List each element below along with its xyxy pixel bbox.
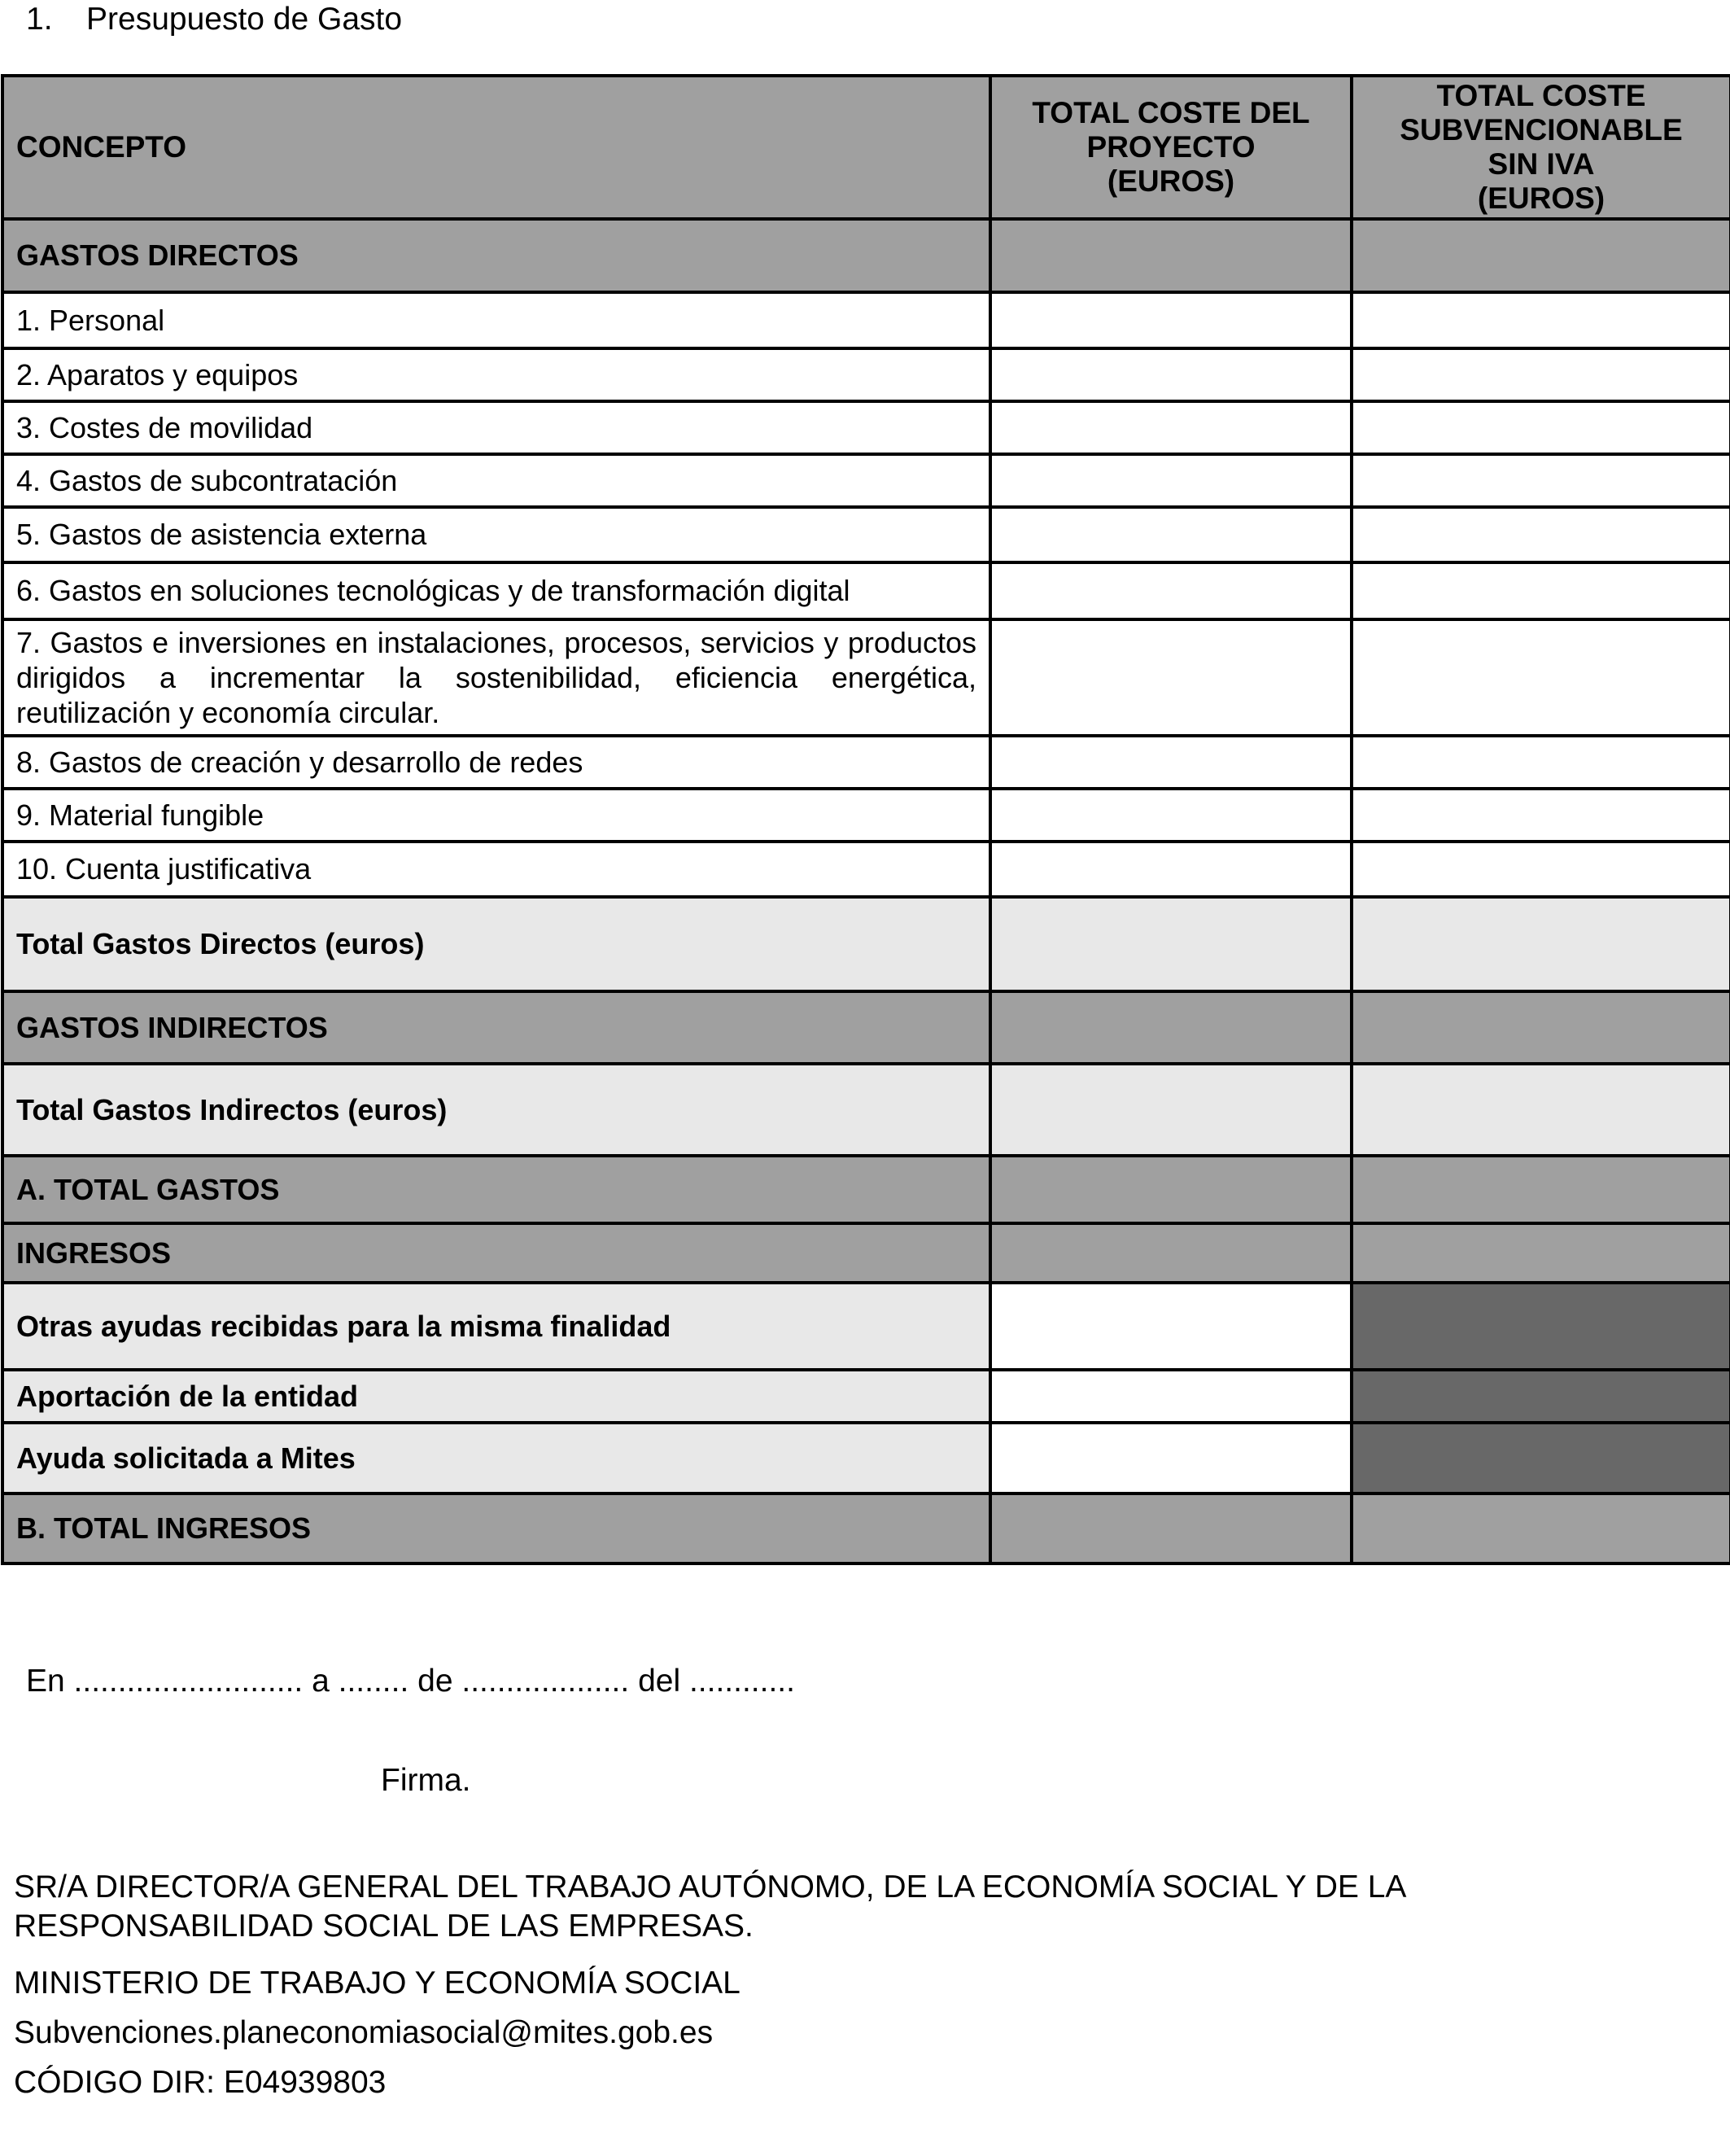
label-otras-ayudas: Otras ayudas recibidas para la misma finalidad — [2, 1283, 990, 1370]
cell-subvencionable[interactable] — [1352, 348, 1730, 401]
row-aportacion — [2, 1370, 1730, 1423]
item-label: 4. Gastos de subcontratación — [2, 454, 990, 507]
table-row — [2, 562, 1730, 619]
label-total-indirectos: Total Gastos Indirectos (euros) — [2, 1064, 990, 1156]
label-ayuda-solicitada: Ayuda solicitada a Mites — [2, 1423, 990, 1493]
section-heading — [26, 2, 402, 37]
cell-total-coste[interactable] — [990, 507, 1352, 562]
budget-table — [1, 74, 1730, 1565]
cell-subvencionable[interactable] — [1352, 562, 1730, 619]
table-row — [2, 454, 1730, 507]
cell-total-coste[interactable] — [990, 454, 1352, 507]
label-aportacion: Aportación de la entidad — [2, 1370, 990, 1423]
cell-subvencionable[interactable] — [1352, 1493, 1730, 1563]
cell-subvencionable[interactable] — [1352, 789, 1730, 842]
destinatario-codigo: CÓDIGO DIR: E04939803 — [14, 2065, 387, 2100]
label-gastos-indirectos: GASTOS INDIRECTOS — [2, 991, 990, 1064]
cell-total-coste[interactable] — [990, 1493, 1352, 1563]
row-total-indirectos — [2, 1064, 1730, 1156]
label-gastos-directos: GASTOS DIRECTOS — [2, 219, 990, 292]
label-total-ingresos: B. TOTAL INGRESOS — [2, 1493, 990, 1563]
cell-subvencionable-disabled — [1352, 1370, 1730, 1423]
item-label: 8. Gastos de creación y desarrollo de redes — [2, 736, 990, 789]
destinatario-ministerio: MINISTERIO DE TRABAJO Y ECONOMÍA SOCIAL — [14, 1966, 740, 2001]
table-row — [2, 789, 1730, 842]
header-concepto: CONCEPTO — [2, 76, 990, 219]
table-row — [2, 619, 1730, 736]
destinatario-cargo — [14, 1868, 1406, 1946]
firma-label: Firma. — [381, 1763, 471, 1798]
header-subvencionable-line: (EUROS) — [1477, 181, 1605, 215]
cell-total-coste[interactable] — [990, 736, 1352, 789]
cell-total-coste[interactable] — [990, 1283, 1352, 1370]
cell-subvencionable[interactable] — [1352, 292, 1730, 348]
item-label: 9. Material fungible — [2, 789, 990, 842]
fecha-line: En .......................... a ........ de ................... del ............ — [26, 1664, 795, 1699]
cell-subvencionable-disabled — [1352, 1423, 1730, 1493]
row-total-gastos — [2, 1156, 1730, 1223]
item-label: 1. Personal — [2, 292, 990, 348]
item-label: 7. Gastos e inversiones en instalaciones, procesos, servicios y productos dirigidos a incrementar la sostenibilidad, eficiencia energética, reutilización y economía circular. — [2, 619, 990, 736]
destinatario-email[interactable]: Subvenciones.planeconomiasocial@mites.gob.es — [14, 2015, 714, 2050]
cell-total-coste — [990, 1223, 1352, 1283]
cell-subvencionable[interactable] — [1352, 897, 1730, 991]
section-number: 1. — [26, 2, 53, 37]
table-row — [2, 507, 1730, 562]
cell-total-coste[interactable] — [990, 562, 1352, 619]
table-row — [2, 842, 1730, 897]
cell-subvencionable — [1352, 219, 1730, 292]
destinatario-line: SR/A DIRECTOR/A GENERAL DEL TRABAJO AUTÓNOMO, DE LA ECONOMÍA SOCIAL Y DE LA — [14, 1870, 1407, 1905]
cell-total-coste[interactable] — [990, 619, 1352, 736]
table-header-row — [2, 76, 1730, 219]
cell-total-coste[interactable] — [990, 1423, 1352, 1493]
section-title: Presupuesto de Gasto — [86, 2, 403, 37]
row-gastos-directos — [2, 219, 1730, 292]
cell-total-coste — [990, 991, 1352, 1064]
cell-subvencionable[interactable] — [1352, 619, 1730, 736]
cell-subvencionable[interactable] — [1352, 454, 1730, 507]
label-total-directos: Total Gastos Directos (euros) — [2, 897, 990, 991]
cell-total-coste[interactable] — [990, 1064, 1352, 1156]
cell-total-coste[interactable] — [990, 842, 1352, 897]
cell-subvencionable — [1352, 1223, 1730, 1283]
header-subvencionable-line: SIN IVA — [1488, 147, 1595, 181]
cell-total-coste[interactable] — [990, 789, 1352, 842]
row-total-ingresos — [2, 1493, 1730, 1563]
cell-subvencionable[interactable] — [1352, 507, 1730, 562]
cell-subvencionable[interactable] — [1352, 1064, 1730, 1156]
cell-subvencionable[interactable] — [1352, 401, 1730, 454]
row-total-directos — [2, 897, 1730, 991]
cell-total-coste[interactable] — [990, 897, 1352, 991]
row-otras-ayudas — [2, 1283, 1730, 1370]
header-subvencionable-line: SUBVENCIONABLE — [1400, 113, 1683, 147]
cell-total-coste — [990, 219, 1352, 292]
label-ingresos: INGRESOS — [2, 1223, 990, 1283]
table-row — [2, 348, 1730, 401]
cell-total-coste[interactable] — [990, 1370, 1352, 1423]
table-row — [2, 292, 1730, 348]
cell-total-coste[interactable] — [990, 1156, 1352, 1223]
cell-subvencionable[interactable] — [1352, 736, 1730, 789]
header-total-coste-line: PROYECTO — [1086, 130, 1256, 164]
label-total-gastos: A. TOTAL GASTOS — [2, 1156, 990, 1223]
cell-total-coste[interactable] — [990, 401, 1352, 454]
item-label: 10. Cuenta justificativa — [2, 842, 990, 897]
row-ingresos — [2, 1223, 1730, 1283]
cell-total-coste[interactable] — [990, 348, 1352, 401]
cell-total-coste[interactable] — [990, 292, 1352, 348]
header-total-coste — [990, 76, 1352, 219]
item-label: 3. Costes de movilidad — [2, 401, 990, 454]
row-ayuda-solicitada — [2, 1423, 1730, 1493]
cell-subvencionable — [1352, 991, 1730, 1064]
header-subvencionable-line: TOTAL COSTE — [1436, 79, 1646, 112]
row-gastos-indirectos — [2, 991, 1730, 1064]
header-total-coste-line: (EUROS) — [1107, 164, 1235, 198]
item-label: 6. Gastos en soluciones tecnológicas y de transformación digital — [2, 562, 990, 619]
destinatario-line: RESPONSABILIDAD SOCIAL DE LAS EMPRESAS. — [14, 1909, 754, 1944]
cell-subvencionable[interactable] — [1352, 1156, 1730, 1223]
cell-subvencionable[interactable] — [1352, 842, 1730, 897]
item-label: 5. Gastos de asistencia externa — [2, 507, 990, 562]
table-row — [2, 401, 1730, 454]
header-subvencionable — [1352, 76, 1730, 219]
header-total-coste-line: TOTAL COSTE DEL — [1032, 96, 1310, 129]
table-row — [2, 736, 1730, 789]
item-label: 2. Aparatos y equipos — [2, 348, 990, 401]
cell-subvencionable-disabled — [1352, 1283, 1730, 1370]
